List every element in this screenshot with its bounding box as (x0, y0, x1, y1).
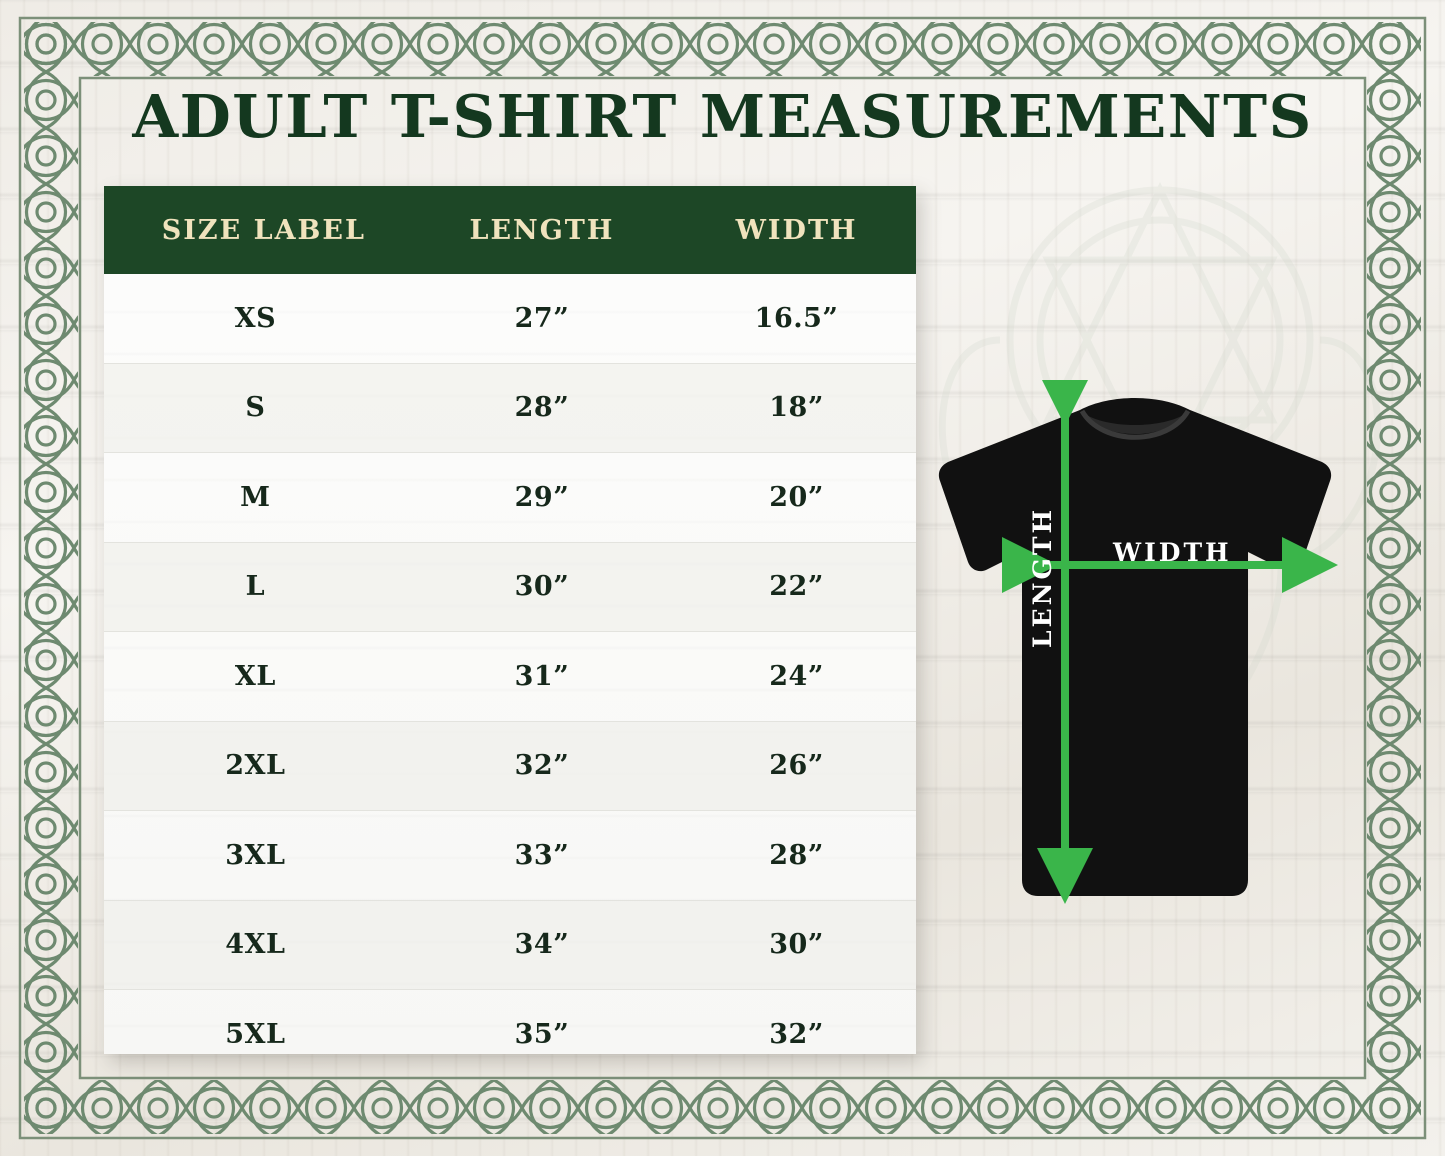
length-arrow-label: LENGTH (1028, 506, 1057, 648)
table-row (104, 453, 916, 543)
cell-width: 24” (677, 632, 916, 722)
cell-length: 33” (407, 811, 677, 901)
cell-length: 28” (407, 363, 677, 453)
cell-size: 4XL (104, 900, 407, 990)
size-table-body (104, 274, 916, 1079)
table-row (104, 542, 916, 632)
cell-size: 5XL (225, 1018, 286, 1050)
column-header-size-label: SIZE LABEL (104, 186, 407, 274)
cell-length: 34” (407, 900, 677, 990)
cell-size: L (104, 542, 407, 632)
column-header-width: WIDTH (677, 186, 916, 274)
cell-length: 30” (407, 542, 677, 632)
cell-size: M (104, 453, 407, 543)
cell-size: S (104, 363, 407, 453)
size-table-surface (104, 186, 916, 1054)
cell-width: 32” (769, 1018, 824, 1050)
size-table-head (104, 186, 916, 274)
page-title: ADULT T-SHIRT MEASUREMENTS (132, 82, 1313, 151)
cell-width: 18” (677, 363, 916, 453)
size-table (104, 186, 916, 1079)
cell-width: 22” (677, 542, 916, 632)
table-row (104, 721, 916, 811)
cell-size: XS (104, 274, 407, 363)
cell-length: 29” (407, 453, 677, 543)
cell-length: 32” (407, 721, 677, 811)
cell-width: 20” (677, 453, 916, 543)
table-header-row (104, 186, 916, 274)
width-arrow-label: WIDTH (1113, 538, 1232, 567)
cell-length: 35” (514, 1018, 570, 1050)
cell-size: XL (104, 632, 407, 722)
column-header-length: LENGTH (407, 186, 677, 274)
cell-width: 16.5” (677, 274, 916, 363)
tshirt-illustration (930, 380, 1360, 940)
cell-length: 27” (407, 274, 677, 363)
table-row (104, 363, 916, 453)
table-row (104, 811, 916, 901)
table-row (104, 990, 916, 1079)
tshirt-graphic (930, 380, 1360, 940)
cell-size: 2XL (104, 721, 407, 811)
cell-width: 26” (677, 721, 916, 811)
cell-width: 30” (677, 900, 916, 990)
size-table-card (104, 186, 916, 1054)
table-row (104, 274, 916, 363)
cell-size: 3XL (104, 811, 407, 901)
cell-length: 31” (407, 632, 677, 722)
cell-width: 28” (677, 811, 916, 901)
table-row (104, 900, 916, 990)
table-row (104, 632, 916, 722)
